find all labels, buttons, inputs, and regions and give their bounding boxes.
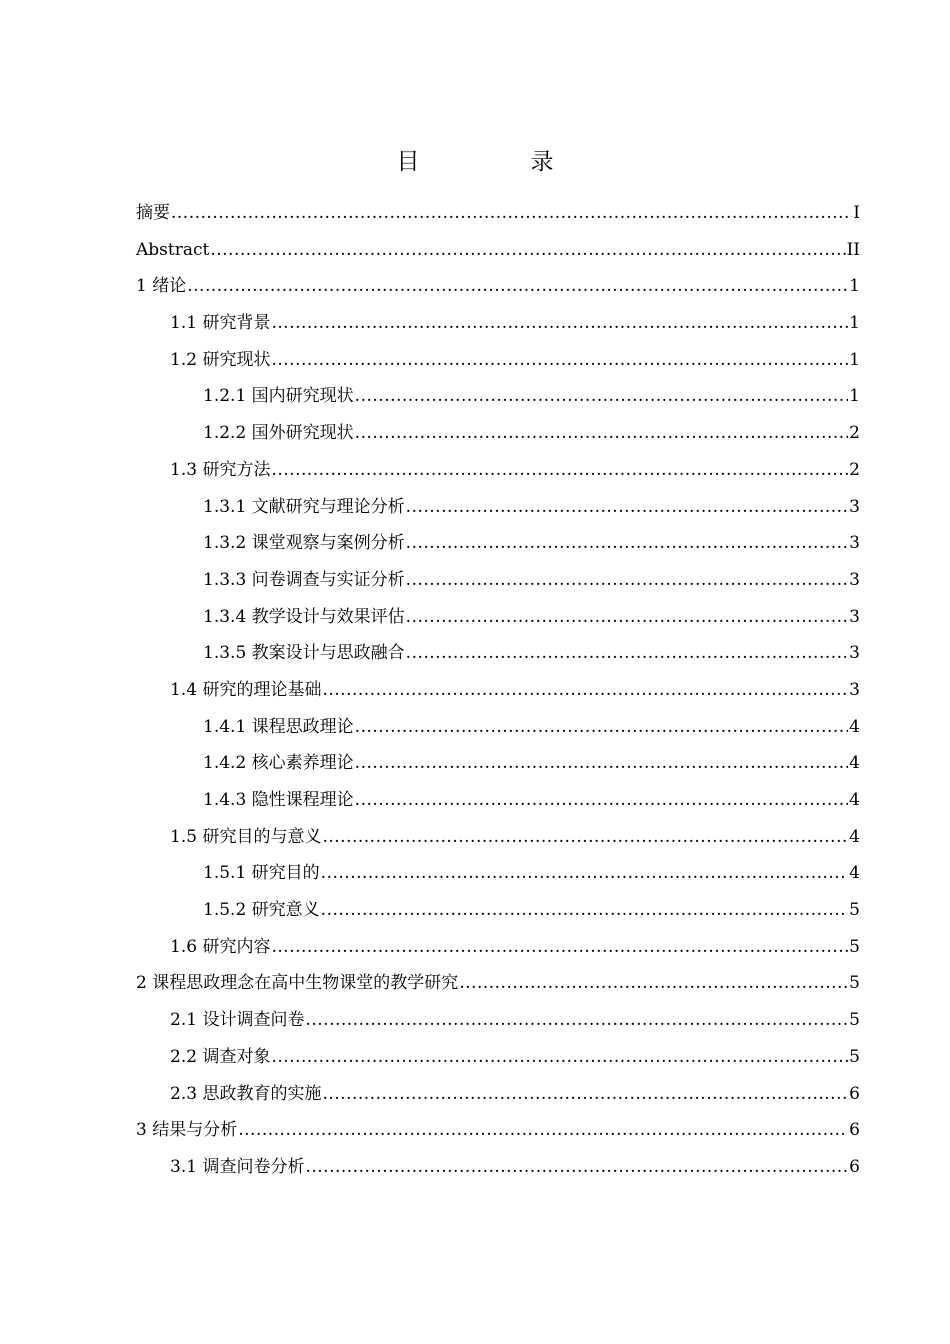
toc-entry-page: 4 xyxy=(849,790,860,810)
toc-title: 目 录 xyxy=(396,149,598,175)
toc-leader-dots xyxy=(322,672,848,709)
toc-entry[interactable] xyxy=(136,415,860,452)
toc-entry-page: 3 xyxy=(849,496,860,517)
toc-entry-label: 1.6 研究内容 xyxy=(170,936,271,957)
toc-leader-dots xyxy=(238,1112,848,1149)
toc-entry[interactable] xyxy=(136,855,860,892)
toc-entry-page: 5 xyxy=(849,1046,860,1067)
toc-leader-dots xyxy=(321,855,849,892)
toc-leader-dots xyxy=(271,452,848,489)
toc-entry-label: 1.5.2 研究意义 xyxy=(203,900,320,921)
toc-entry[interactable] xyxy=(136,1039,860,1076)
toc-entry-label: 2 课程思政理念在高中生物课堂的教学研究 xyxy=(136,973,459,994)
toc-entry-label: 摘要 xyxy=(136,203,170,223)
toc-leader-dots xyxy=(355,415,849,452)
toc-leader-dots xyxy=(406,599,849,636)
toc-entry-label: 1.2 研究现状 xyxy=(170,349,271,370)
toc-entry[interactable] xyxy=(136,562,860,599)
toc-entry-page: 3 xyxy=(849,606,860,627)
toc-entry-label: 1.3.3 问卷调查与实证分析 xyxy=(203,569,405,590)
toc-leader-dots xyxy=(305,1002,848,1039)
toc-entry[interactable] xyxy=(136,1076,860,1113)
toc-leader-dots xyxy=(355,378,849,415)
toc-entry-page: 5 xyxy=(849,900,860,921)
toc-leader-dots xyxy=(322,1076,848,1113)
toc-entry-page: 3 xyxy=(849,643,860,664)
toc-entry[interactable] xyxy=(136,745,860,782)
toc-entry-page: 6 xyxy=(849,1083,860,1104)
toc-entry-page: 4 xyxy=(849,753,860,774)
toc-leader-dots xyxy=(406,562,849,599)
toc-entry[interactable] xyxy=(136,525,860,562)
toc-entry[interactable] xyxy=(136,268,860,305)
toc-entry[interactable] xyxy=(136,378,860,415)
toc-entry-page: 3 xyxy=(849,569,860,590)
toc-entry-page: 1 xyxy=(849,386,860,407)
toc-leader-dots xyxy=(459,965,848,1002)
toc-entry[interactable] xyxy=(136,782,860,819)
toc-entry[interactable] xyxy=(136,305,860,342)
toc-entry[interactable] xyxy=(136,1149,860,1186)
toc-entry[interactable] xyxy=(136,819,860,856)
toc-leader-dots xyxy=(171,195,852,232)
toc-entry-label: 1.2.2 国外研究现状 xyxy=(203,423,354,444)
toc-entry[interactable] xyxy=(136,672,860,709)
toc-leader-dots xyxy=(271,342,848,379)
toc-leader-dots xyxy=(210,232,845,269)
toc-entry-label: 1.4.3 隐性课程理论 xyxy=(203,790,354,810)
toc-leader-dots xyxy=(305,1149,848,1186)
toc-entry-page: 2 xyxy=(849,459,860,480)
toc-entry-page: 4 xyxy=(849,863,860,884)
toc-entry-label: 1.4.2 核心素养理论 xyxy=(203,753,354,774)
toc-entry-label: 1.2.1 国内研究现状 xyxy=(203,386,354,407)
toc-entry-label: 3.1 调查问卷分析 xyxy=(170,1156,305,1177)
toc-entry-page: 6 xyxy=(849,1120,860,1141)
toc-entry-page: II xyxy=(846,239,860,260)
toc-leader-dots xyxy=(406,635,849,672)
toc-leader-dots xyxy=(406,489,849,526)
toc-entry-label: 1.3.5 教案设计与思政融合 xyxy=(203,643,405,664)
toc-entry[interactable] xyxy=(136,1112,860,1149)
toc-leader-dots xyxy=(355,709,849,746)
toc-entry-page: 5 xyxy=(849,1010,860,1031)
toc-entry-page: 5 xyxy=(849,936,860,957)
toc-leader-dots xyxy=(406,525,849,562)
toc-entry-label: 1.3 研究方法 xyxy=(170,459,271,480)
toc-entry[interactable] xyxy=(136,635,860,672)
toc-entry-label: 2.1 设计调查问卷 xyxy=(170,1010,305,1031)
toc-entry-page: 6 xyxy=(849,1156,860,1177)
toc-entry-page: 4 xyxy=(849,826,860,847)
toc-list xyxy=(136,195,860,1186)
toc-entry-label: 1.3.2 课堂观察与案例分析 xyxy=(203,533,405,554)
toc-leader-dots xyxy=(321,892,849,929)
toc-leader-dots xyxy=(187,268,848,305)
toc-entry-label: 1.3.4 教学设计与效果评估 xyxy=(203,606,405,627)
toc-entry-label: 1.5.1 研究目的 xyxy=(203,863,320,884)
toc-entry-page: 3 xyxy=(849,679,860,700)
toc-entry[interactable] xyxy=(136,1002,860,1039)
toc-entry-label: 1.4 研究的理论基础 xyxy=(170,679,322,700)
toc-entry-page: 1 xyxy=(849,349,860,370)
toc-leader-dots xyxy=(271,305,848,342)
toc-entry[interactable] xyxy=(136,929,860,966)
toc-entry[interactable] xyxy=(136,232,860,269)
toc-leader-dots xyxy=(355,745,849,782)
toc-entry[interactable] xyxy=(136,709,860,746)
toc-leader-dots xyxy=(322,819,848,856)
toc-leader-dots xyxy=(355,782,849,819)
toc-entry-label: 1.3.1 文献研究与理论分析 xyxy=(203,496,405,517)
toc-entry[interactable] xyxy=(136,489,860,526)
toc-entry-label: 3 结果与分析 xyxy=(136,1120,238,1141)
toc-entry-page: 1 xyxy=(849,313,860,334)
toc-entry-label: 1.5 研究目的与意义 xyxy=(170,826,322,847)
toc-entry-label: 1.1 研究背景 xyxy=(170,313,271,334)
toc-leader-dots xyxy=(271,929,848,966)
toc-leader-dots xyxy=(271,1039,848,1076)
toc-entry-label: 2.3 思政教育的实施 xyxy=(170,1083,322,1104)
toc-entry-page: I xyxy=(853,203,860,223)
toc-entry[interactable] xyxy=(136,599,860,636)
toc-entry[interactable] xyxy=(136,892,860,929)
toc-entry[interactable] xyxy=(136,342,860,379)
toc-entry[interactable] xyxy=(136,965,860,1002)
toc-entry-page: 3 xyxy=(849,533,860,554)
toc-entry[interactable] xyxy=(136,195,860,232)
toc-entry-page: 2 xyxy=(849,423,860,444)
toc-entry-label: 1.4.1 课程思政理论 xyxy=(203,716,354,737)
toc-entry-page: 5 xyxy=(849,973,860,994)
toc-entry[interactable] xyxy=(136,452,860,489)
toc-entry-page: 4 xyxy=(849,716,860,737)
toc-entry-label: 1 绪论 xyxy=(136,276,187,297)
toc-entry-label: Abstract xyxy=(136,239,210,260)
toc-entry-label: 2.2 调查对象 xyxy=(170,1046,271,1067)
toc-entry-page: 1 xyxy=(849,276,860,297)
